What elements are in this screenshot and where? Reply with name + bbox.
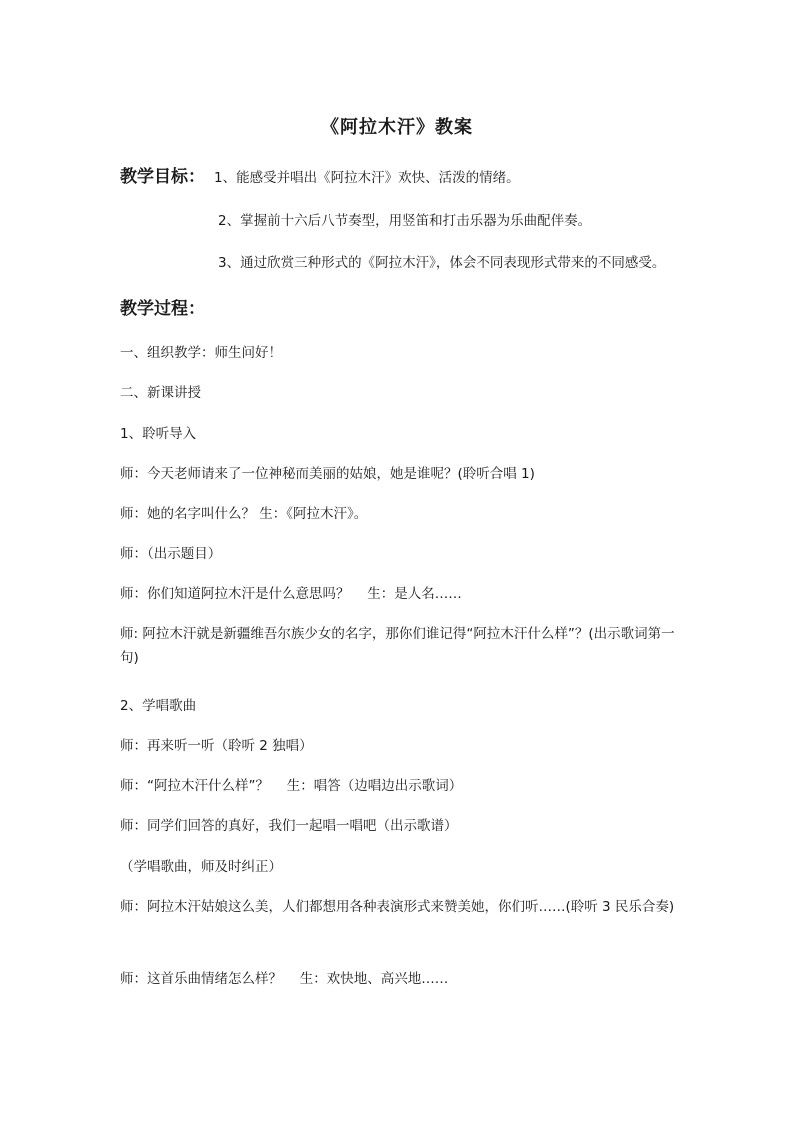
- goals-heading: 教学目标：: [120, 167, 205, 187]
- process-line: （学唱歌曲，师及时纠正）: [120, 859, 282, 875]
- goal-item-1: 1、能感受并唱出《阿拉木汗》欢快、活泼的情绪。: [214, 170, 520, 186]
- process-line: 师：她的名字叫什么？ 生：《阿拉木汗》。: [120, 506, 368, 522]
- process-line: 师：（出示题目）: [120, 546, 222, 562]
- process-line: 师：再来听一听（聆听 2 独唱）: [120, 738, 313, 754]
- process-line: 师：同学们回答的真好，我们一起唱一唱吧（出示歌谱）: [120, 818, 458, 834]
- goal-item-2: 2、掌握前十六后八节奏型，用竖笛和打击乐器为乐曲配伴奏。: [218, 213, 592, 229]
- process-heading: 教学过程：: [120, 299, 205, 319]
- process-line: 2、学唱歌曲: [120, 698, 197, 714]
- process-line: 1、聆听导入: [120, 426, 197, 442]
- document-title: 《阿拉木汗》教案: [321, 117, 473, 138]
- process-line: 一、组织教学：师生问好！: [120, 345, 282, 361]
- process-line: 师：这首乐曲情绪怎么样？ 生：欢快地、高兴地……: [120, 971, 449, 987]
- process-line: 师：今天老师请来了一位神秘而美丽的姑娘，她是谁呢？(聆听合唱 1): [120, 466, 535, 482]
- process-line: 二、新课讲授: [120, 385, 201, 401]
- goal-item-3: 3、通过欣赏三种形式的《阿拉木汗》，体会不同表现形式带来的不同感受。: [218, 255, 666, 271]
- process-line: 师：你们知道阿拉木汗是什么意思吗？ 生：是人名……: [120, 586, 462, 602]
- process-paragraph: 师: 阿拉木汗就是新疆维吾尔族少女的名字，那你们谁记得“阿拉木汗什么样”？(出示歌词第一句): [120, 626, 675, 666]
- process-line: 师：“阿拉木汗什么样”？ 生：唱答（边唱边出示歌词）: [120, 778, 463, 794]
- process-paragraph: 师：阿拉木汗姑娘这么美，人们都想用各种表演形式来赞美她，你们听……(聆听 3 民乐合奏): [120, 899, 675, 915]
